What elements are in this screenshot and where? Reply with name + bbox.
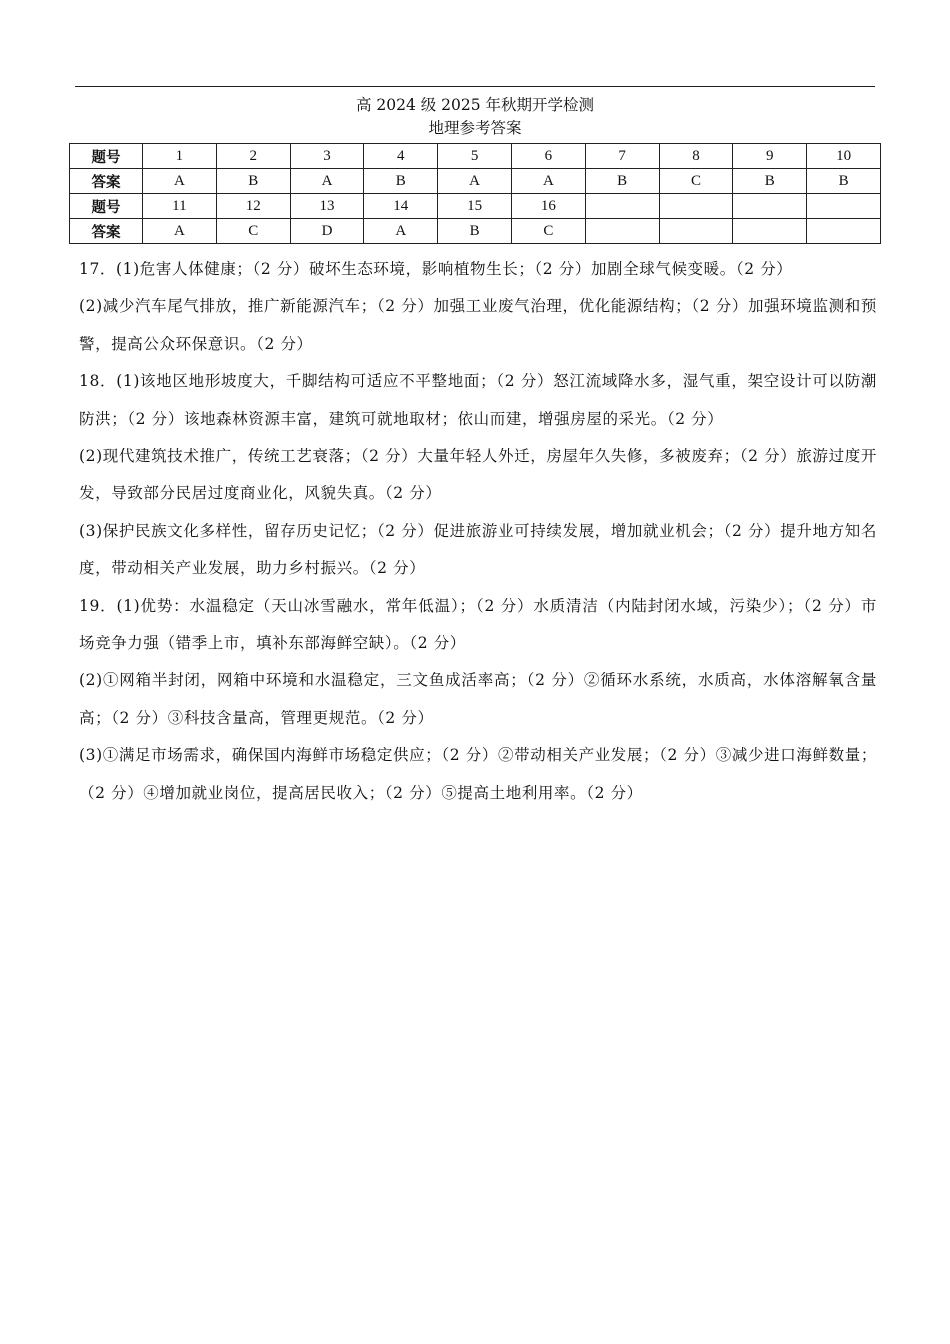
table-cell: B — [807, 169, 881, 194]
answer-q19-part2: (2)①网箱半封闭，网箱中环境和水温稳定，三文鱼成活率高；（2 分）②循环水系统，水质高，水体溶解氧含量高；（2 分）③科技含量高，管理更规范。（2 分） — [79, 671, 877, 727]
table-cell: 6 — [511, 144, 585, 169]
answer-q18-part3: (3)保护民族文化多样性，留存历史记忆；（2 分）促进旅游业可持续发展，增加就业机会；（2 分）提升地方知名度，带动相关产业发展，助力乡村振兴。（2 分） — [79, 521, 877, 578]
answer-q17-part2: (2)减少汽车尾气排放，推广新能源汽车；（2 分）加强工业废气治理，优化能源结构；（2 分）加强环境监测和预警，提高公众环保意识。（2 分） — [79, 297, 877, 353]
table-cell: 7 — [585, 144, 659, 169]
table-cell: 8 — [659, 144, 733, 169]
answer-body — [79, 251, 877, 812]
row-label-number: 题号 — [70, 194, 143, 219]
answer-q19-part3: (3)①满足市场需求，确保国内海鲜市场稳定供应；（2 分）②带动相关产业发展；（2 分）③减少进口海鲜数量；（2 分）④增加就业岗位，提高居民收入；（2 分）⑤提高土地利用率。（2 分） — [79, 746, 877, 802]
table-cell: B — [585, 169, 659, 194]
table-cell: 15 — [438, 194, 512, 219]
header-rule — [75, 86, 875, 87]
table-cell: C — [216, 219, 290, 244]
answer-table — [69, 143, 881, 244]
table-cell — [733, 219, 807, 244]
table-cell: 1 — [143, 144, 217, 169]
answer-q17-part1: 17．(1)危害人体健康；（2 分）破坏生态环境，影响植物生长；（2 分）加剧全球气候变暖。（2 分） — [79, 260, 793, 278]
table-cell: A — [143, 219, 217, 244]
table-cell: A — [364, 219, 438, 244]
table-cell: A — [143, 169, 217, 194]
table-cell: 10 — [807, 144, 881, 169]
table-cell — [659, 219, 733, 244]
table-cell: 2 — [216, 144, 290, 169]
row-label-number: 题号 — [70, 144, 143, 169]
table-cell: 11 — [143, 194, 217, 219]
table-row-numbers-2 — [70, 194, 881, 219]
table-cell: B — [733, 169, 807, 194]
table-cell — [733, 194, 807, 219]
table-row-answers-2 — [70, 219, 881, 244]
table-cell: B — [364, 169, 438, 194]
row-label-answer: 答案 — [70, 219, 143, 244]
table-cell: C — [511, 219, 585, 244]
table-cell — [585, 219, 659, 244]
table-row-answers-1 — [70, 169, 881, 194]
table-cell: 4 — [364, 144, 438, 169]
table-cell: C — [659, 169, 733, 194]
table-cell — [585, 194, 659, 219]
table-row-numbers-1 — [70, 144, 881, 169]
table-cell: 12 — [216, 194, 290, 219]
document-subtitle: 地理参考答案 — [428, 119, 522, 137]
table-cell: 5 — [438, 144, 512, 169]
answer-q18-part1: 18．(1)该地区地形坡度大，千脚结构可适应不平整地面；（2 分）怒江流域降水多，湿气重，架空设计可以防潮防洪；（2 分）该地森林资源丰富，建筑可就地取材；依山而建，增强房屋的采光。（2 分） — [79, 372, 877, 428]
table-cell — [659, 194, 733, 219]
table-cell — [807, 219, 881, 244]
table-cell: A — [438, 169, 512, 194]
row-label-answer: 答案 — [70, 169, 143, 194]
table-cell: 14 — [364, 194, 438, 219]
answer-q18-part2: (2)现代建筑技术推广，传统工艺衰落；（2 分）大量年轻人外迁，房屋年久失修，多被废弃；（2 分）旅游过度开发，导致部分民居过度商业化，风貌失真。（2 分） — [79, 447, 877, 503]
table-cell: B — [216, 169, 290, 194]
table-cell: A — [511, 169, 585, 194]
table-cell: 16 — [511, 194, 585, 219]
table-cell: B — [438, 219, 512, 244]
answer-q19-part1: 19．(1)优势：水温稳定（天山冰雪融水，常年低温）；（2 分）水质清洁（内陆封闭水域，污染少）；（2 分）市场竞争力强（错季上市，填补东部海鲜空缺）。（2 分） — [79, 596, 877, 653]
document-title: 高 2024 级 2025 年秋期开学检测 — [355, 96, 595, 114]
table-cell: 13 — [290, 194, 364, 219]
table-cell: 9 — [733, 144, 807, 169]
table-cell — [807, 194, 881, 219]
table-cell: D — [290, 219, 364, 244]
table-cell: A — [290, 169, 364, 194]
table-cell: 3 — [290, 144, 364, 169]
